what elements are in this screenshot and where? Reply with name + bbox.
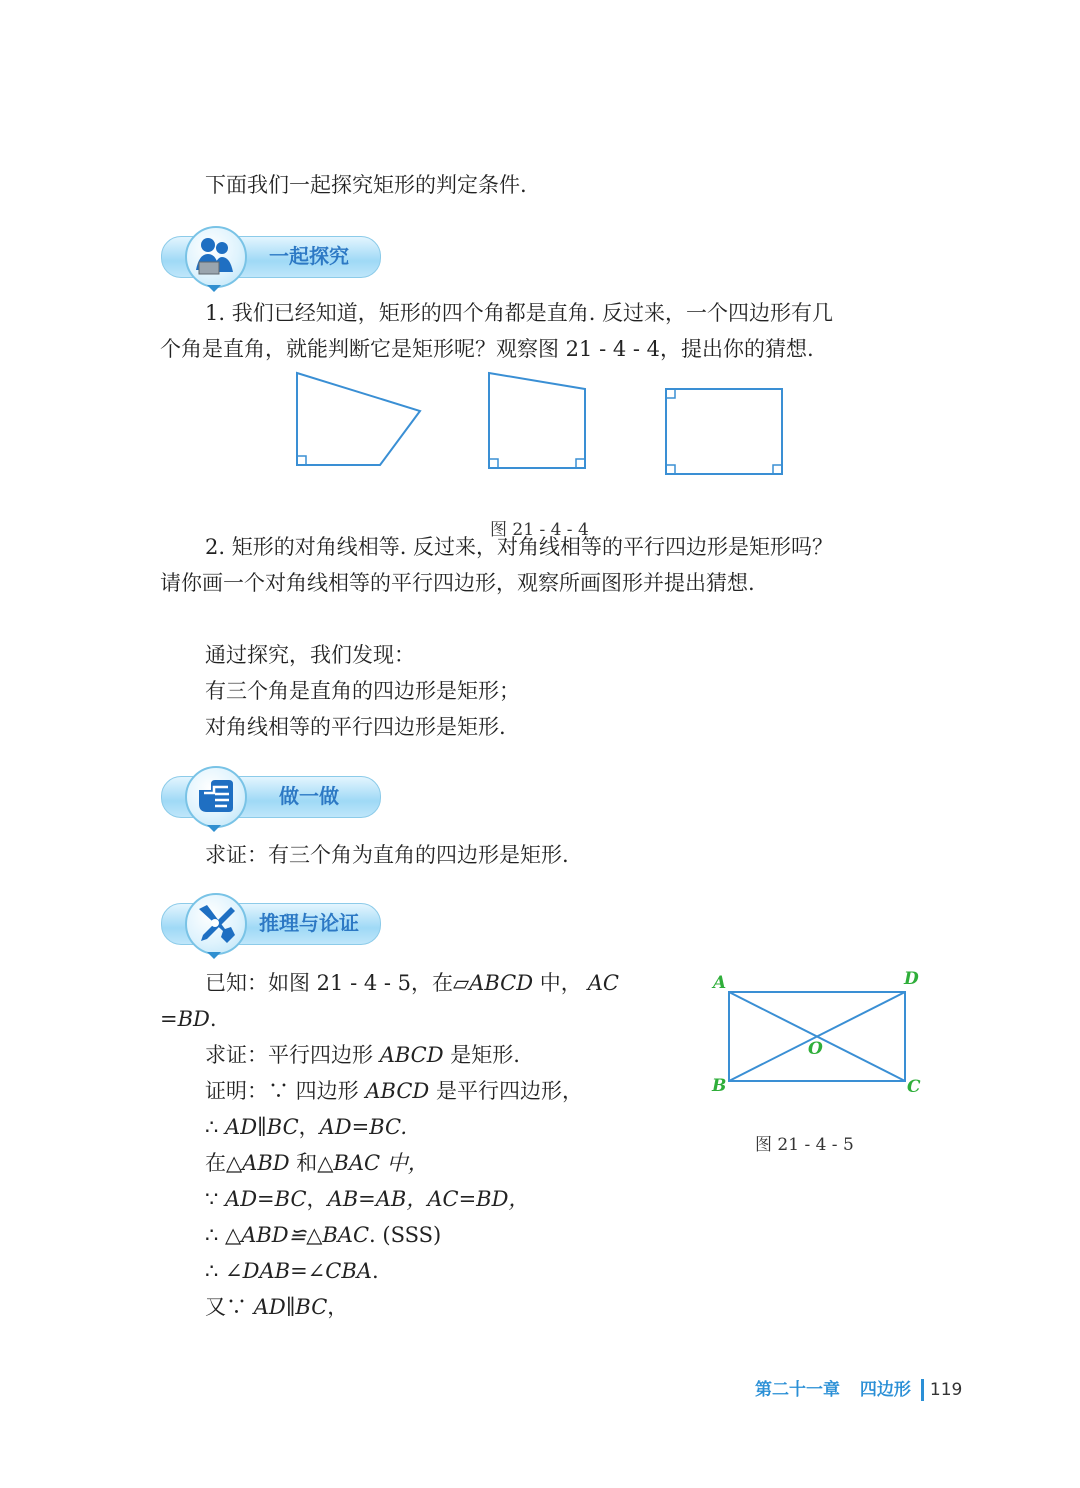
figure-21-4-4 xyxy=(280,365,800,485)
proof-line xyxy=(205,1220,441,1250)
proof-line xyxy=(205,1112,407,1142)
proof-segment: = xyxy=(160,1007,178,1031)
quadrilateral-two-right-angles xyxy=(489,373,585,468)
hand-icon xyxy=(191,772,239,820)
proof-line xyxy=(205,968,619,998)
question-1-line-2: 个角是直角，就能判断它是矩形呢？观察图 21 - 4 - 4，提出你的猜想. xyxy=(160,337,814,361)
proof-segment: △ABD≌△BAC xyxy=(225,1223,370,1247)
proof-segment: AB=AB，AC=BD， xyxy=(327,1187,530,1211)
proof-segment: 求证：平行四边形 xyxy=(205,1043,380,1067)
proof-segment: AD∥BC xyxy=(253,1295,328,1319)
people-icon xyxy=(191,232,239,280)
proof-segment: . xyxy=(371,1259,379,1283)
proof-line xyxy=(205,1256,379,1286)
banner-label: 推理与论证 xyxy=(259,911,359,935)
proof-line xyxy=(205,1292,348,1322)
proof-segment: 和 xyxy=(289,1151,318,1175)
proof-segment: . (SSS) xyxy=(369,1223,442,1247)
proof-line xyxy=(205,1076,583,1106)
figure-21-4-5 xyxy=(705,966,935,1101)
rectangle-three-right-angles xyxy=(666,389,782,474)
figure-caption-21-4-4: 图 21 - 4 - 4 xyxy=(490,520,589,540)
chapter-title: 四边形 xyxy=(859,1380,911,1400)
proof-segment: AD=BC. xyxy=(319,1115,408,1139)
proof-segment: 证明：∵ 四边形 xyxy=(205,1079,366,1103)
quadrilateral-one-right-angle xyxy=(297,373,420,465)
question-1-line-1: 1. 我们已经知道，矩形的四个角都是直角. 反过来，一个四边形有几 xyxy=(205,301,834,325)
banner-explore xyxy=(157,226,383,292)
banner-label: 一起探究 xyxy=(269,244,349,268)
proof-segment: ， xyxy=(298,1115,320,1139)
proof-segment: 已知：如图 21 - 4 - 5，在 xyxy=(205,971,454,995)
proof-segment: ∴ xyxy=(205,1223,226,1247)
proof-segment: . xyxy=(209,1007,217,1031)
proof-segment: AD=BC xyxy=(225,1187,307,1211)
tools-icon xyxy=(191,899,239,947)
proof-line xyxy=(160,1004,217,1034)
proof-segment: 是矩形. xyxy=(443,1043,520,1067)
proof-segment: ∴ xyxy=(205,1115,226,1139)
center-label-o: O xyxy=(808,1039,823,1059)
proof-segment: ∴ xyxy=(205,1259,226,1283)
question-2-line-2: 请你画一个对角线相等的平行四边形，观察所画图形并提出猜想. xyxy=(160,571,755,595)
vertex-label-b: B xyxy=(712,1076,727,1096)
banner-try xyxy=(157,766,383,832)
banner-label: 做一做 xyxy=(279,784,339,808)
proof-segment: BD xyxy=(177,1007,210,1031)
proof-segment: ∠DAB=∠CBA xyxy=(225,1259,372,1283)
proof-segment: ▱ABCD xyxy=(453,971,534,995)
proof-segment: AC xyxy=(587,971,619,995)
proof-segment: 在 xyxy=(205,1151,226,1175)
vertex-label-d: D xyxy=(904,969,919,989)
proof-segment: △ABD xyxy=(226,1151,290,1175)
proof-line xyxy=(205,1184,529,1214)
proof-segment: 是平行四边形， xyxy=(429,1079,583,1103)
chapter-label: 第二十一章 xyxy=(755,1380,840,1400)
proof-line xyxy=(205,1040,520,1070)
vertex-label-a: A xyxy=(713,973,727,993)
task-text: 求证：有三个角为直角的四边形是矩形. xyxy=(205,843,569,867)
proof-segment: 又∵ xyxy=(205,1295,254,1319)
question-2-line-1: 2. 矩形的对角线相等. 反过来，对角线相等的平行四边形是矩形吗？ xyxy=(205,535,834,559)
proof-segment: AD∥BC xyxy=(225,1115,299,1139)
page-number: 119 xyxy=(929,1380,963,1400)
proof-segment: 中， xyxy=(533,971,582,995)
proof-segment: ∵ xyxy=(205,1187,226,1211)
finding-2: 对角线相等的平行四边形是矩形. xyxy=(205,715,506,739)
proof-segment: ABCD xyxy=(379,1043,444,1067)
figure-caption-21-4-5: 图 21 - 4 - 5 xyxy=(755,1135,854,1155)
findings-lead: 通过探究，我们发现： xyxy=(205,643,415,667)
proof-segment: △BAC 中， xyxy=(317,1151,429,1175)
vertex-label-c: C xyxy=(907,1077,921,1097)
proof-segment: ， xyxy=(327,1295,349,1319)
proof-segment: ， xyxy=(306,1187,328,1211)
page-footer xyxy=(755,1378,962,1402)
finding-1: 有三个角是直角的四边形是矩形； xyxy=(205,679,520,703)
banner-reasoning xyxy=(157,893,383,959)
proof-segment: ABCD xyxy=(365,1079,430,1103)
intro-text: 下面我们一起探究矩形的判定条件. xyxy=(205,173,527,197)
proof-line xyxy=(205,1148,429,1178)
